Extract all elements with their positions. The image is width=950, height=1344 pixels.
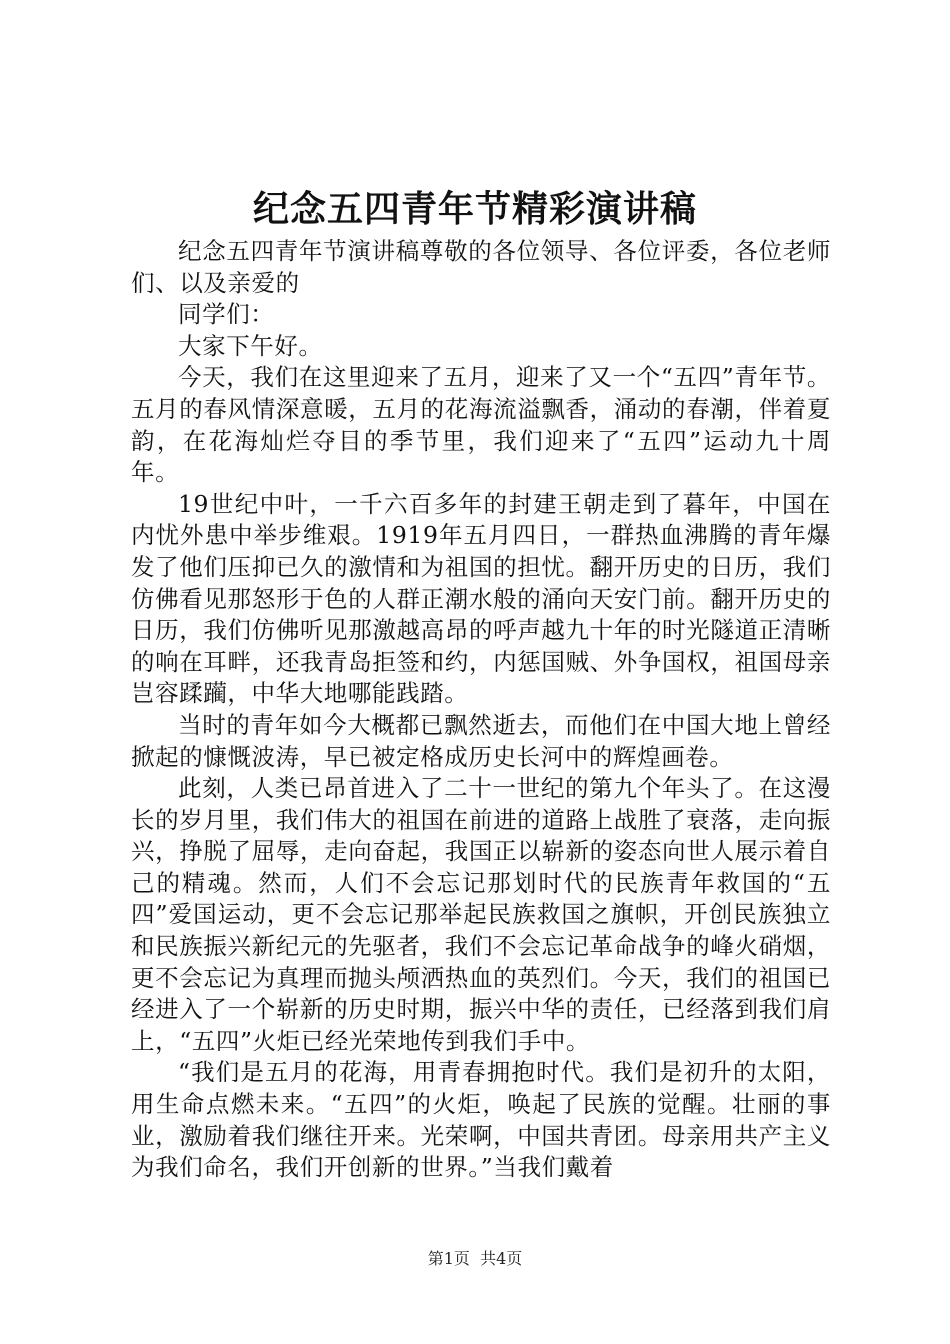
paragraph-5: 19世纪中叶，一千六百多年的封建王朝走到了暮年，中国在内忧外患中举步维艰。1919年五月四日，一群热血沸腾的青年爆发了他们压抑已久的激情和为祖国的担忧。翻开历史的日历，我们仿佛看见那怒形于色的人群正潮水般的涌向天安门前。翻开历史的日历，我们仿佛听见那激越高昂的呼声越九十年的时光隧道正清晰的响在耳畔，还我青岛拒签和约，内惩国贼、外争国权，祖国母亲岂容蹂躏，中华大地哪能践踏。 bbox=[131, 489, 831, 708]
document-title: 纪念五四青年节精彩演讲稿 bbox=[252, 188, 697, 230]
paragraph-6: 当时的青年如今大概都已飘然逝去，而他们在中国大地上曾经掀起的慷慨波涛，早已被定格成历史长河中的辉煌画卷。 bbox=[131, 710, 831, 771]
document-body bbox=[131, 236, 831, 1184]
paragraph-1: 纪念五四青年节演讲稿尊敬的各位领导、各位评委，各位老师们、以及亲爱的 bbox=[131, 237, 831, 297]
paragraph-7: 此刻，人类已昂首进入了二十一世纪的第九个年头了。在这漫长的岁月里，我们伟大的祖国在前进的道路上战胜了衰落，走向振兴，挣脱了屈辱，走向奋起，我国正以崭新的姿态向世人展示着自己的精魂。然而，人们不会忘记那划时代的民族青年救国的“五四”爱国运动，更不会忘记那举起民族救国之旗帜，开创民族独立和民族振兴新纪元的先驱者，我们不会忘记革命战争的峰火硝烟，更不会忘记为真理而抛头颅洒热血的英烈们。今天，我们的祖国已经进入了一个崭新的历史时期，振兴中华的责任，已经落到我们肩上，“五四”火炬已经光荣地传到我们手中。 bbox=[131, 774, 831, 1055]
page-footer: 第1页 共4页 bbox=[427, 1249, 523, 1268]
paragraph-4: 今天，我们在这里迎来了五月，迎来了又一个“五四”青年节。五月的春风情深意暖，五月的花海流溢飘香，涌动的春潮，伴着夏韵，在花海灿烂夺目的季节里，我们迎来了“五四”运动九十周年。 bbox=[131, 363, 831, 487]
paragraph-3: 大家下午好。 bbox=[178, 331, 323, 360]
paragraph-2: 同学们： bbox=[178, 300, 275, 329]
paragraph-8: “我们是五月的花海，用青春拥抱时代。我们是初升的太阳，用生命点燃未来。“五四”的火炬，唤起了民族的觉醒。壮丽的事业，激励着我们继往开来。光荣啊，中国共青团。母亲用共产主义为我们命名，我们开创新的世界。”当我们戴着 bbox=[131, 1058, 831, 1182]
